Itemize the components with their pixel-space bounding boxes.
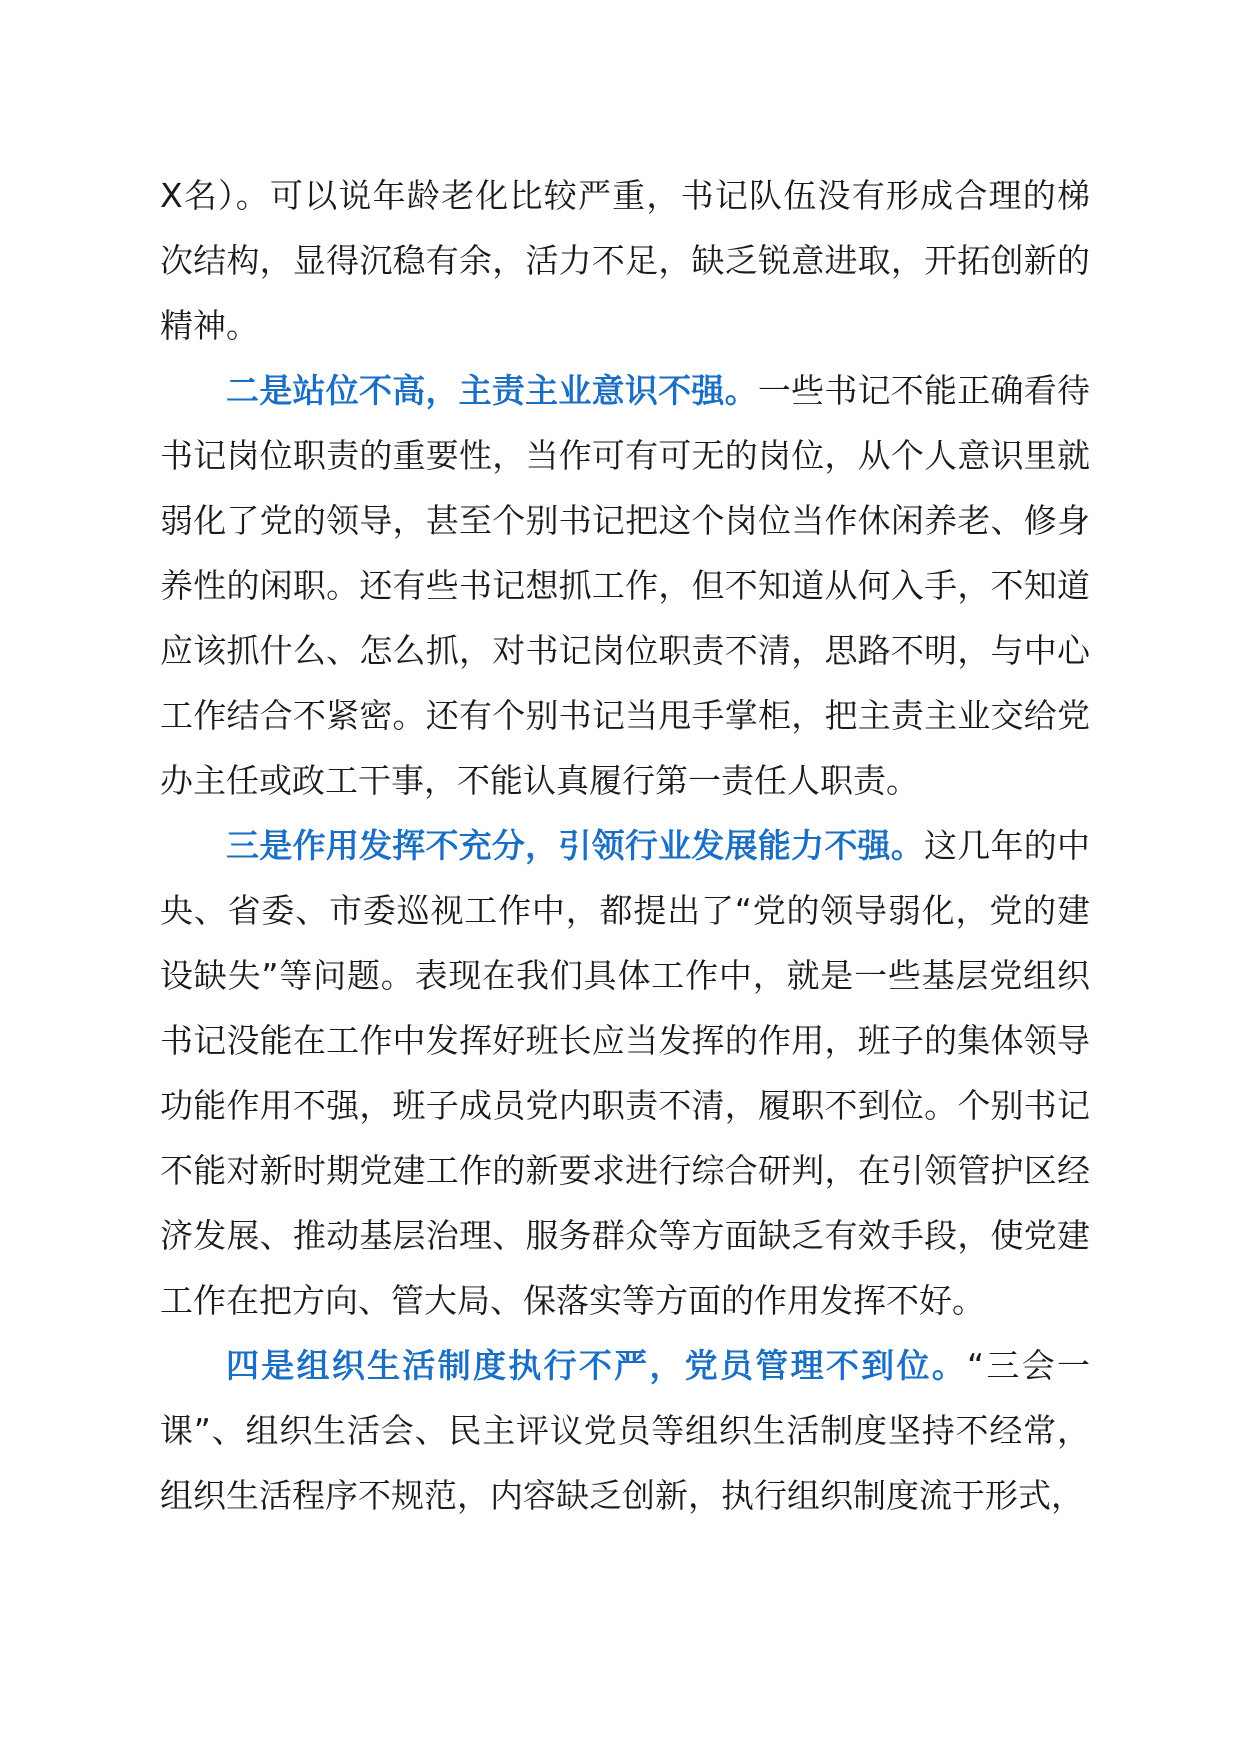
paragraph-point-three [160, 813, 1090, 1333]
paragraph-body: “三会一课”、组织生活会、民主评议党员等组织生活制度坚持不经常，组织生活程序不规范，内容缺乏创新，执行组织制度流于形式， [160, 1346, 1090, 1515]
paragraph-continuation [160, 163, 1090, 358]
paragraph-point-four [160, 1333, 1090, 1528]
document-page [160, 163, 1090, 1528]
paragraph-point-two [160, 358, 1090, 813]
paragraph-heading: 二是站位不高，主责主业意识不强。 [226, 371, 758, 410]
paragraph-heading: 四是组织生活制度执行不严，党员管理不到位。 [226, 1346, 968, 1385]
paragraph-body: X名）。可以说年龄老化比较严重，书记队伍没有形成合理的梯次结构，显得沉稳有余，活力不足，缺乏锐意进取，开拓创新的精神。 [160, 176, 1090, 345]
paragraph-body: 一些书记不能正确看待书记岗位职责的重要性，当作可有可无的岗位，从个人意识里就弱化了党的领导，甚至个别书记把这个岗位当作休闲养老、修身养性的闲职。还有些书记想抓工作，但不知道从何入手，不知道应该抓什么、怎么抓，对书记岗位职责不清，思路不明，与中心工作结合不紧密。还有个别书记当甩手掌柜，把主责主业交给党办主任或政工干事，不能认真履行第一责任人职责。 [160, 371, 1091, 800]
paragraph-heading: 三是作用发挥不充分，引领行业发展能力不强。 [226, 826, 925, 865]
paragraph-body: 这几年的中央、省委、市委巡视工作中，都提出了“党的领导弱化，党的建设缺失”等问题。表现在我们具体工作中，就是一些基层党组织书记没能在工作中发挥好班长应当发挥的作用，班子的集体领导功能作用不强，班子成员党内职责不清，履职不到位。个别书记不能对新时期党建工作的新要求进行综合研判，在引领管护区经济发展、推动基层治理、服务群众等方面缺乏有效手段，使党建工作在把方向、管大局、保落实等方面的作用发挥不好。 [160, 826, 1091, 1320]
